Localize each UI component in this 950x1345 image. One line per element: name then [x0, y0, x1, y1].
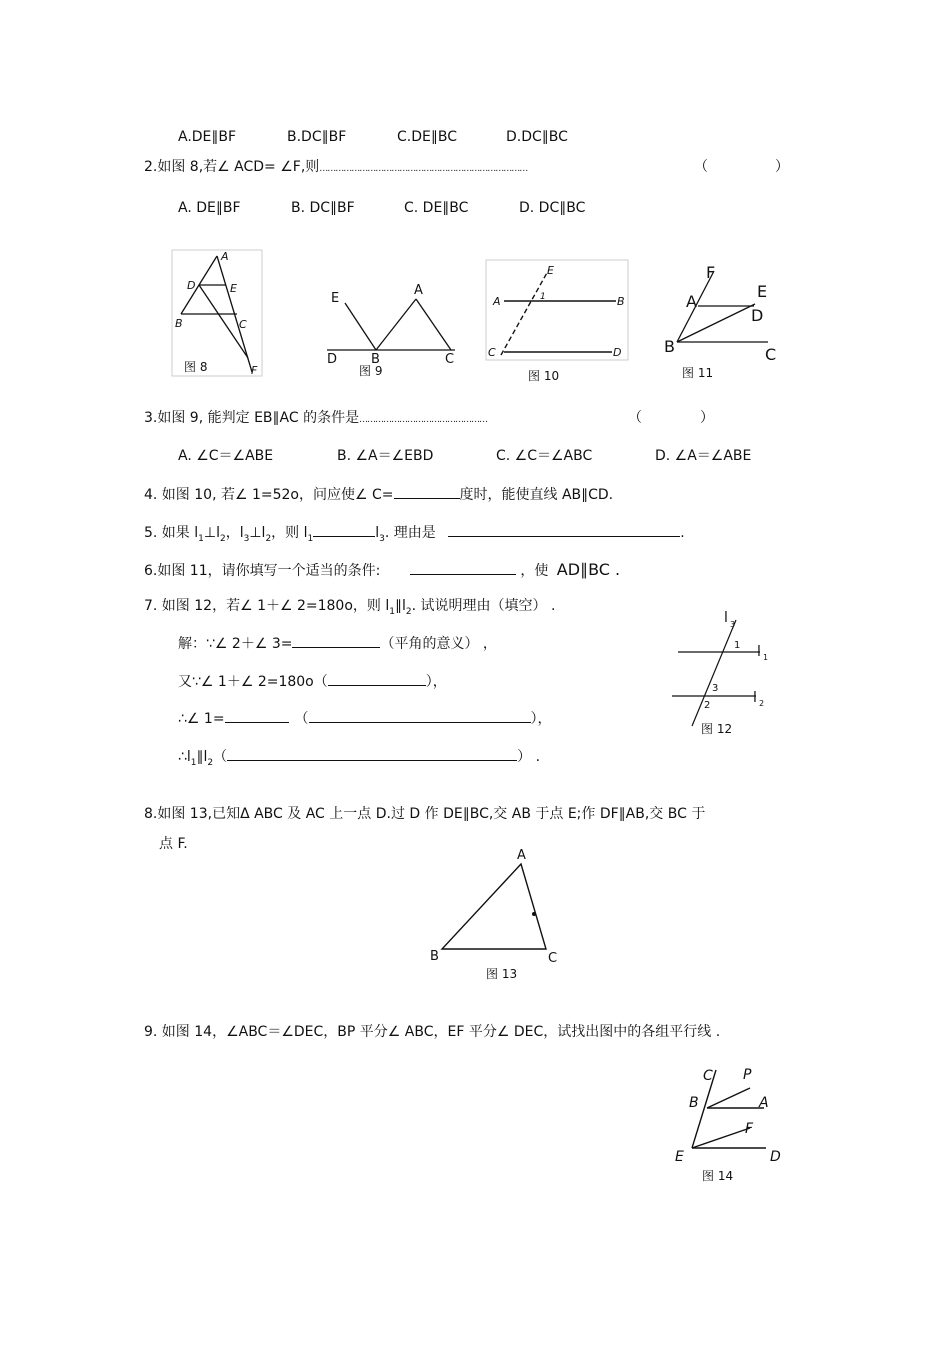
fig11-label-a: A	[686, 292, 697, 311]
fig12-label-3: 3	[712, 683, 719, 694]
q7-step2: 又∵∠ 1＋∠ 2=180o（ ），	[178, 671, 447, 691]
fig11-caption: 图 11	[682, 366, 714, 380]
fig10-label-c: C	[488, 346, 496, 359]
q7-stem: 7. 如图 12，若∠ 1＋∠ 2=180o，则 $l_1\parallel l_2$. 试说明理由（填空） .	[144, 598, 556, 617]
q7-step1: 解：∵∠ 2＋∠ 3= （平角的意义） ，	[178, 633, 497, 653]
fig12-label-l2-sub: 2	[759, 699, 765, 708]
fig14-label-f: F	[745, 1121, 754, 1137]
q3-paren-close: ）	[700, 410, 714, 426]
fig9-caption: 图 9	[359, 364, 383, 378]
q7-step4: $\therefore l_1\parallel l_2$（ ） .	[178, 746, 540, 766]
fig14-caption: 图 14	[702, 1169, 734, 1183]
q3-option-b: B. ∠A＝∠EBD	[337, 448, 434, 464]
fig13-caption: 图 13	[486, 967, 518, 981]
q1-option-a: A.DE∥BF	[178, 129, 237, 145]
figure-8	[170, 248, 266, 380]
fig11-label-d: D	[751, 306, 764, 325]
q3-stem: 3.如图 9, 能判定 EB∥AC 的条件是…………………………………………	[144, 410, 488, 426]
fig8-label-b: B	[175, 317, 183, 330]
q2-paren-close: ）	[775, 159, 789, 175]
fig12-caption: 图 12	[701, 722, 733, 736]
fig14-label-c: C	[703, 1068, 713, 1084]
fig13-label-b: B	[430, 949, 439, 964]
q8-line1: 8.如图 13,已知Δ ABC 及 AC 上一点 D.过 D 作 DE∥BC,交 AB 于点 E;作 DF∥AB,交 BC 于	[144, 806, 706, 822]
q2-dots: ……………………………………………………………………	[319, 164, 528, 174]
fig8-label-e: E	[230, 282, 237, 295]
q7-step2-blank[interactable]	[328, 671, 426, 686]
fig9-label-a: A	[414, 283, 423, 298]
q5-text: 5. 如果 $l_1\perp l_2$，$l_3\perp l_2$，则 $l_1$ $l_3$. 理由是 .	[144, 522, 685, 542]
q3-paren-open: （	[628, 410, 642, 426]
fig8-caption: 图 8	[184, 360, 208, 374]
fig12-label-l2: l	[753, 690, 757, 706]
fig12-label-l3: l	[724, 610, 728, 626]
figure-11	[660, 262, 785, 384]
q9-text: 9. 如图 14，∠ABC＝∠DEC，BP 平分∠ ABC，EF 平分∠ DEC，试找出图中的各组平行线 .	[144, 1024, 721, 1040]
fig9-label-b: B	[371, 352, 380, 367]
q1-option-c: C.DE∥BC	[397, 129, 457, 145]
figure-13	[424, 844, 564, 984]
fig14-label-b: B	[689, 1095, 699, 1111]
fig11-label-c: C	[765, 345, 777, 364]
q3-option-c: C. ∠C＝∠ABC	[496, 448, 593, 464]
fig10-label-b: B	[617, 295, 625, 308]
q8-line2: 点 F.	[159, 836, 188, 852]
fig14-label-p: P	[743, 1067, 752, 1083]
figure-10	[484, 258, 632, 386]
fig12-label-l3-sub: 3	[730, 620, 736, 629]
fig9-label-d: D	[327, 352, 338, 367]
fig10-label-d: D	[613, 346, 622, 359]
fig10-caption: 图 10	[528, 369, 560, 383]
fig9-label-e: E	[331, 291, 340, 306]
q7-step3: ∴∠ 1= （ ），	[178, 708, 552, 728]
q2-option-c: C. DE∥BC	[404, 200, 469, 216]
q4-answer-blank[interactable]	[394, 484, 460, 499]
fig9-label-c: C	[445, 352, 455, 367]
q3-dots: …………………………………………	[359, 415, 488, 425]
q6-condition-blank[interactable]	[410, 560, 516, 575]
fig8-label-a: A	[221, 250, 229, 263]
q7-step3-reason-blank[interactable]	[309, 708, 531, 723]
figure-12	[668, 608, 778, 740]
fig11-label-e: E	[757, 282, 768, 301]
fig11-label-f: F	[706, 263, 716, 282]
figure-14	[672, 1062, 792, 1188]
q6-text: 6.如图 11，请你填写一个适当的条件: ，使 AD∥BC .	[144, 560, 621, 579]
fig8-label-f: F	[251, 364, 258, 377]
fig10-label-1: 1	[540, 292, 546, 302]
q2-option-b: B. DC∥BF	[291, 200, 355, 216]
fig13-label-c: C	[548, 951, 558, 966]
fig13-point-d	[532, 912, 536, 916]
figure-9	[322, 278, 472, 382]
q3-option-d: D. ∠A＝∠ABE	[655, 448, 752, 464]
q4-text: 4. 如图 10, 若∠ 1=52o，问应使∠ C= 度时，能使直线 AB∥CD.	[144, 484, 613, 504]
q7-step1-blank[interactable]	[292, 633, 380, 648]
q2-paren-open: （	[694, 159, 708, 175]
fig11-label-b: B	[664, 337, 675, 356]
fig14-label-e: E	[675, 1149, 684, 1165]
q1-option-b: B.DC∥BF	[287, 129, 347, 145]
q7-step4-blank[interactable]	[227, 746, 517, 761]
q7-step3-blank[interactable]	[225, 708, 289, 723]
q5-relation-blank[interactable]	[313, 522, 375, 537]
q5-reason-blank[interactable]	[448, 522, 680, 537]
fig8-label-d: D	[187, 279, 196, 292]
fig10-label-a: A	[493, 295, 501, 308]
fig12-label-l1: l	[757, 644, 761, 660]
q6-tail: AD∥BC .	[556, 560, 621, 579]
fig13-label-a: A	[517, 848, 526, 863]
fig14-label-d: D	[770, 1149, 781, 1165]
q2-option-d: D. DC∥BC	[519, 200, 586, 216]
fig10-label-e: E	[547, 264, 554, 277]
q2-stem: 2.如图 8,若∠ ACD= ∠F,则……………………………………………………………………	[144, 159, 528, 175]
fig12-label-l1-sub: 1	[763, 653, 769, 662]
fig12-label-1: 1	[734, 640, 741, 651]
q2-option-a: A. DE∥BF	[178, 200, 241, 216]
fig12-label-2: 2	[704, 700, 711, 711]
q1-option-d: D.DC∥BC	[506, 129, 568, 145]
fig14-label-a: A	[759, 1095, 769, 1111]
q3-option-a: A. ∠C＝∠ABE	[178, 448, 274, 464]
fig8-label-c: C	[239, 318, 247, 331]
